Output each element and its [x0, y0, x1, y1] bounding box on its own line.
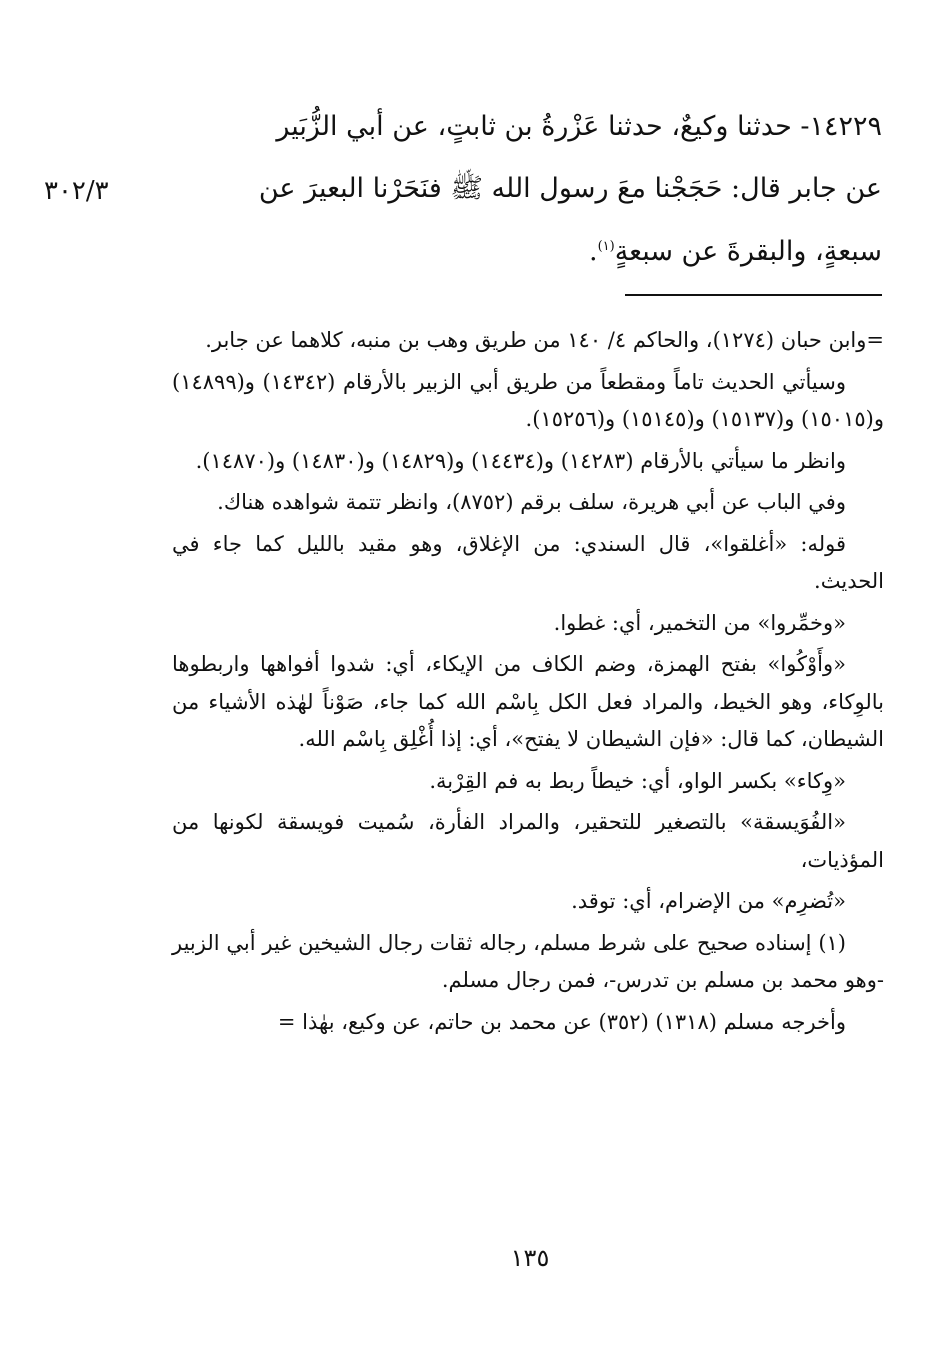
- footnote-paragraph: وفي الباب عن أبي هريرة، سلف برقم (٨٧٥٢)، وانظر تتمة شواهده هناك.: [217, 490, 846, 514]
- footnotes-section: [172, 322, 884, 1045]
- footnote-paragraph: «تُضرِم» من الإضرام، أي: توقد.: [571, 889, 846, 913]
- hadith-body: [170, 160, 882, 281]
- footnote-paragraph: «الفُوَيسقة» بالتصغير للتحقير، والمراد الفأرة، سُميت فويسقة لكونها من المؤذيات،: [172, 810, 884, 872]
- hadith-body-line-2-text: سبعةٍ، والبقرةَ عن سبعةٍ: [614, 236, 882, 267]
- hadith-body-line-1: عن جابر قال: حَجَجْنا معَ رسول الله ﷺ فنَحَرْنا البعيرَ عن: [258, 173, 882, 204]
- footnote-paragraph: «وِكاء» بكسر الواو، أي: خيطاً ربط به فم القِرْبة.: [429, 768, 846, 793]
- footnote-paragraph: «وأَوْكُوا» بفتح الهمزة، وضم الكاف من الإيكاء، أي: شدوا أفواهها واربطوها بالوِكاء، وهو الخيط، والمراد فعل الكل بِاسْم الله كما جاء، صَوْناً لهٰذه الأشياء من الشيطان، كما قال: «فإن الشيطان لا يفتح»، أي: إذا أُغْلِق بِاسْم الله.: [172, 652, 884, 751]
- footnote-separator-rule: [625, 294, 882, 296]
- footnote-paragraph: وأخرجه مسلم (١٣١٨) (٣٥٢) عن محمد بن حاتم، عن وكيع، بهٰذا =: [277, 1009, 846, 1034]
- page-number: ١٣٥: [510, 1244, 550, 1272]
- hadith-body-line-2: سبعةٍ، والبقرةَ عن سبعةٍ$^{(١)}$.: [588, 236, 882, 267]
- footnote-paragraph: وانظر ما سيأتي بالأرقام (١٤٢٨٣) و(١٤٤٣٤) و(١٤٨٢٩) و(١٤٨٣٠) و(١٤٨٧٠).: [195, 448, 846, 473]
- footnote-paragraph: قوله: «أغلقوا»، قال السندي: من الإغلاق، وهو مقيد بالليل كما جاء في الحديث.: [172, 531, 884, 593]
- hadith-number-text: ١٤٢٢٩- حدثنا وكيعٌ، حدثنا عَزْرةُ بن ثابتٍ، عن أبي الزُّبَير: [276, 111, 882, 142]
- footnote-paragraph: =وابن حبان (١٢٧٤)، والحاكم ٤/ ١٤٠ من طريق وهب بن منبه، كلاهما عن جابر.: [205, 328, 884, 352]
- footnote-marker: (١): [597, 239, 615, 254]
- footnote-paragraph: «وخمِّروا» من التخمير، أي: غطوا.: [553, 610, 846, 635]
- footnote-paragraph: (١) إسناده صحيح على شرط مسلم، رجاله ثقات رجال الشيخين غير أبي الزبير -وهو محمد بن مسلم بن تدرس-، فمن رجال مسلم.: [172, 930, 884, 992]
- margin-volume-page-reference: ٣٠٢/٣: [44, 176, 109, 206]
- hadith-header-line: [170, 98, 882, 156]
- footnote-paragraph: وسيأتي الحديث تاماً ومقطعاً من طريق أبي الزبير بالأرقام (١٤٣٤٢) و(١٤٨٩٩) و(١٥٠١٥) و(١٥١٣٧) و(١٥١٤٥) و(١٥٢٥٦).: [172, 369, 884, 431]
